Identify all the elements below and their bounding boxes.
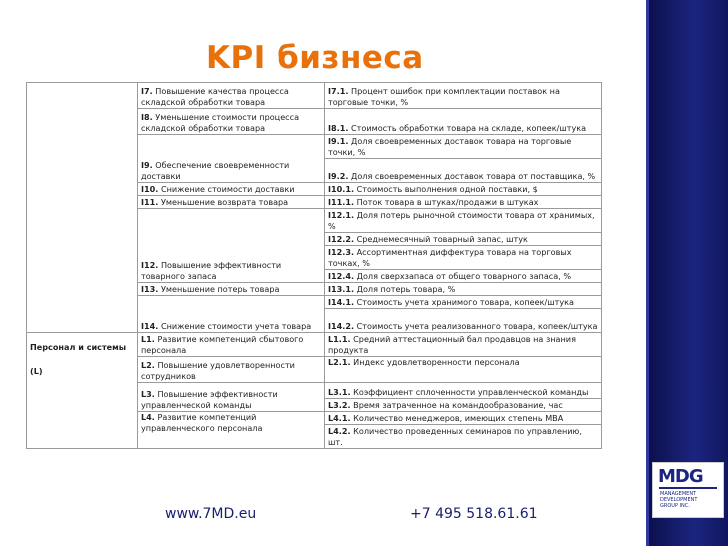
goal-cell: L3. Повышение эффективности управленческой команды <box>138 383 325 412</box>
kpi-cell: I10.1. Стоимость выполнения одной поставки, $ <box>325 183 602 196</box>
company-logo <box>652 462 724 518</box>
kpi-cell: I14.2. Стоимость учета реализованного товара, копеек/штука <box>325 309 602 333</box>
phone-number: +7 495 518.61.61 <box>410 506 538 522</box>
goal-cell: I12. Повышение эффективности товарного запаса <box>138 209 325 283</box>
logo-mark: MDG <box>658 466 703 487</box>
kpi-cell: L3.2. Время затраченное на командообразование, час <box>325 399 602 412</box>
kpi-cell: L4.1. Количество менеджеров, имеющих степень MBA <box>325 412 602 425</box>
category-name: Персонал и системы <box>30 342 127 352</box>
kpi-cell: I12.3. Ассортиментная диффектура товара на торговых точках, % <box>325 246 602 270</box>
goal-cell: I13. Уменьшение потерь товара <box>138 283 325 296</box>
kpi-cell: L2.1. Индекс удовлетворенности персонала <box>325 357 602 383</box>
kpi-cell: I11.1. Поток товара в штуках/продажи в штуках <box>325 196 602 209</box>
logo-divider <box>659 487 717 489</box>
kpi-cell: I9.1. Доля своевременных доставок товара на торговые точки, % <box>325 135 602 159</box>
goal-cell: I14. Снижение стоимости учета товара <box>138 296 325 333</box>
kpi-table <box>26 82 602 449</box>
category-code: (L) <box>30 366 43 376</box>
category-cell-empty <box>27 83 138 333</box>
website-link[interactable]: www.7MD.eu <box>165 506 257 522</box>
goal-cell: L1. Развитие компетенций сбытового персонала <box>138 333 325 357</box>
goal-cell: I10. Снижение стоимости доставки <box>138 183 325 196</box>
kpi-cell: I12.1. Доля потерь рыночной стоимости товара от хранимых, % <box>325 209 602 233</box>
kpi-cell: L3.1. Коэффициент сплоченности управленческой команды <box>325 383 602 399</box>
kpi-cell: I14.1. Стоимость учета хранимого товара, копеек/штука <box>325 296 602 309</box>
kpi-cell: I9.2. Доля своевременных доставок товара от поставщика, % <box>325 159 602 183</box>
category-cell <box>27 333 138 449</box>
goal-cell: I9. Обеспечение своевременности доставки <box>138 135 325 183</box>
side-band-edge <box>646 0 649 546</box>
kpi-cell: L1.1. Средний аттестационный бал продавцов на знания продукта <box>325 333 602 357</box>
logo-caption: MANAGEMENT DEVELOPMENT GROUP INC. <box>660 491 698 509</box>
goal-cell: L2. Повышение удовлетворенности сотрудников <box>138 357 325 383</box>
kpi-cell: I12.2. Среднемесячный товарный запас, штук <box>325 233 602 246</box>
kpi-cell: L4.2. Количество проведенных семинаров по управлению, шт. <box>325 425 602 449</box>
kpi-cell: I12.4. Доля сверхзапаса от общего товарного запаса, % <box>325 270 602 283</box>
goal-cell: L4. Развитие компетенций управленческого персонала <box>138 412 325 449</box>
table-row <box>27 83 602 109</box>
table-row <box>27 333 602 357</box>
slide-title: KPI бизнеса <box>206 40 424 76</box>
kpi-cell: I13.1. Доля потерь товара, % <box>325 283 602 296</box>
kpi-cell: I7.1. Процент ошибок при комплектации поставок на торговые точки, % <box>325 83 602 109</box>
goal-cell: I7. Повышение качества процесса складской обработки товара <box>138 83 325 109</box>
goal-cell: I11. Уменьшение возврата товара <box>138 196 325 209</box>
goal-cell: I8. Уменьшение стоимости процесса складской обработки товара <box>138 109 325 135</box>
kpi-cell: I8.1. Стоимость обработки товара на складе, копеек/штука <box>325 109 602 135</box>
